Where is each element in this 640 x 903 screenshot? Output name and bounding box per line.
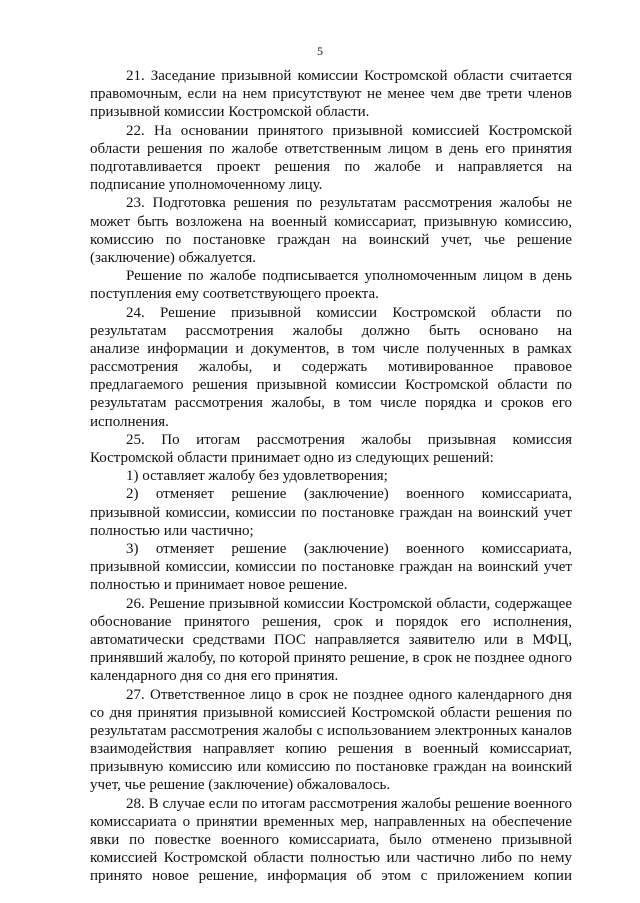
text-line: области решения по жалобе ответственным лицом в день его принятия — [90, 140, 572, 157]
paragraph — [90, 467, 572, 485]
paragraph — [90, 686, 572, 795]
text-line: комиссию по постановке граждан на воинский учет, чье решение — [90, 231, 572, 248]
paragraph — [90, 540, 572, 595]
text-line: анализе информации и документов, в том числе полученных в рамках — [90, 340, 572, 357]
text-line: (заключение) обжалуется. — [90, 249, 257, 266]
text-line: полностью или частично; — [90, 522, 254, 539]
text-line: со дня принятия призывной комиссией Костромской области решения по — [90, 704, 572, 721]
paragraph — [90, 194, 572, 267]
paragraph — [90, 67, 572, 122]
text-line: Решение по жалобе подписывается уполномоченным лицом в день — [126, 268, 572, 285]
text-line: 21. Заседание призывной комиссии Костромской области считается — [126, 68, 572, 84]
paragraph — [90, 595, 572, 686]
text-line: результатам рассмотрения жалобы, в том числе порядка и сроков его — [90, 395, 572, 412]
text-line: 1) оставляет жалобу без удовлетворения; — [126, 468, 388, 485]
text-line: принявший жалобу, по которой принято решение, в срок не позднее одного — [90, 650, 572, 667]
text-line: комиссией Костромской области полностью или частично либо по нему — [90, 850, 572, 867]
text-line: 27. Ответственное лицо в срок не позднее одного календарного дня — [126, 686, 572, 703]
text-line: взаимодействия направляет копию решения в военный комиссариат, — [90, 741, 572, 758]
text-line: 28. В случае если по итогам рассмотрения жалобы решение военного — [126, 795, 572, 812]
text-line: может быть возложена на военный комиссариат, призывную комиссию, — [90, 213, 572, 230]
text-line: Костромской области принимает одно из следующих решений: — [90, 450, 494, 467]
text-line: принято новое решение, информация об этом с приложением копии — [90, 868, 572, 885]
paragraph — [90, 431, 572, 467]
text-line: явки по повестке военного комиссариата, было отменено призывной — [90, 832, 572, 849]
text-line: полностью и принимает новое решение. — [90, 577, 348, 594]
text-line: подготавливается проект решения по жалобе и направляется на — [90, 158, 572, 175]
paragraph — [90, 304, 572, 431]
text-line: 23. Подготовка решения по результатам рассмотрения жалобы не — [126, 195, 572, 212]
text-line: календарного дня со дня его принятия. — [90, 668, 339, 685]
text-line: учет, чье решение (заключение) обжаловалось. — [90, 777, 391, 794]
text-line: призывную комиссию или комиссию по постановке граждан на воинский — [90, 759, 572, 776]
text-line: предлагаемого решения призывной комиссии Костромской области по — [90, 377, 572, 394]
text-line: обоснование принятого решения, срок и порядок его исполнения, — [90, 613, 572, 630]
text-line: исполнения. — [90, 413, 169, 430]
text-line: правомочным, если на нем присутствуют не менее чем две трети членов — [90, 86, 572, 103]
text-line: результатам рассмотрения жалобы с использованием электронных каналов — [90, 722, 572, 739]
text-line: рассмотрения жалобы, и содержать мотивированное правовое — [90, 359, 572, 376]
paragraph — [90, 122, 572, 195]
text-line: 26. Решение призывной комиссии Костромской области, содержащее — [126, 595, 572, 612]
text-line: призывной комиссии, комиссии по постановке граждан на воинский учет — [90, 504, 572, 521]
text-line: 22. На основании принятого призывной комиссией Костромской — [126, 122, 572, 139]
text-line: подписание уполномоченному лицу. — [90, 177, 323, 194]
document-body — [90, 67, 572, 886]
paragraph — [90, 795, 572, 886]
text-line: комиссариата о принятии временных мер, направленных на обеспечение — [90, 813, 572, 830]
paragraph — [90, 485, 572, 540]
paragraph — [90, 267, 572, 303]
text-line: 2) отменяет решение (заключение) военного комиссариата, — [126, 486, 572, 503]
text-line: 3) отменяет решение (заключение) военного комиссариата, — [126, 541, 572, 557]
text-line: призывной комиссии Костромской области. — [90, 104, 370, 121]
text-line: 25. По итогам рассмотрения жалобы призывная комиссия — [126, 431, 572, 448]
text-line: 24. Решение призывной комиссии Костромской области по — [126, 304, 572, 321]
text-line: автоматически средствами ПОС направляется заявителю или в МФЦ, — [90, 631, 572, 648]
text-line: результатам рассмотрения жалобы должно быть основано на — [90, 322, 572, 339]
text-line: призывной комиссии, комиссии по постановке граждан на воинский учет — [90, 559, 572, 576]
page-number: 5 — [317, 44, 323, 58]
text-line: поступления ему соответствующего проекта. — [90, 286, 379, 303]
